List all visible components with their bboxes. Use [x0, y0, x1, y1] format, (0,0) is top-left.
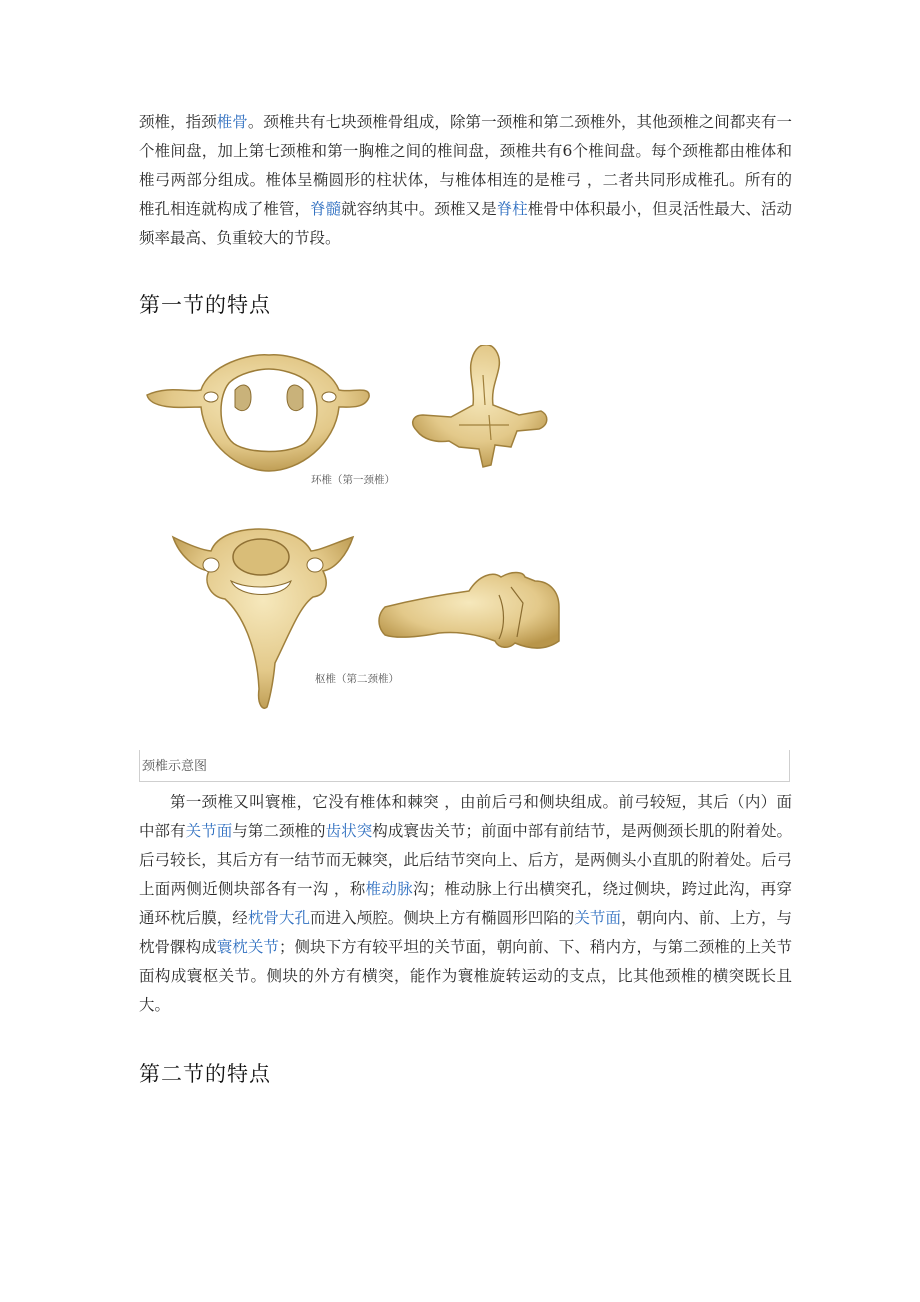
atlas-text-6: ，朝向内、前、上方，与枕骨髁构成	[139, 909, 792, 956]
link-foramen-magnum[interactable]: 枕骨大孔	[247, 909, 311, 927]
link-articular-surface-2[interactable]: 关节面	[574, 909, 622, 927]
article	[139, 108, 792, 1088]
atlas-top-view	[147, 355, 369, 471]
atlas-text-5: 而进入颅腔。侧块上方有椭圆形凹陷的	[310, 909, 575, 927]
link-vertebral-artery[interactable]: 椎动脉	[365, 880, 413, 898]
axis-side-view	[379, 573, 559, 649]
vertebra-figure	[139, 345, 792, 750]
atlas-text-3: 构成寰齿关节；前面中部有前结节，是两侧颈长肌的附着处。后弓较长，其后方有一结节而无棘突，此后结节突向上、后方，是两侧头小直肌的附着处。后弓上面两侧近侧块部各有一沟 ，称	[139, 822, 792, 898]
atlas-text-4: 沟；椎动脉上行出横突孔，绕过侧块，跨过此沟，再穿通环枕后膜，经	[139, 880, 792, 927]
intro-paragraph	[139, 108, 792, 253]
section-title-2: 第二节的特点	[139, 1062, 271, 1086]
link-spinal-cord[interactable]: 脊髓	[310, 200, 342, 218]
atlas-text-7: ；侧块下方有较平坦的关节面，朝向前、下、稍内方，与第二颈椎的上关节面构成寰枢关节。侧块的外方有横突，能作为寰椎旋转运动的支点，比其他颈椎的横突既长且大。	[139, 938, 792, 1014]
link-spine[interactable]: 脊柱	[496, 200, 528, 218]
intro-text-2: 。颈椎共有七块颈椎骨组成，除第一颈椎和第二颈椎外，其他颈椎之间都夹有一个椎间盘，加上第七颈椎和第一胸椎之间的椎间盘，颈椎共有6个椎间盘。每个颈椎都由椎体和椎弓两部分组成。椎体呈椭圆形的柱状体，与椎体相连的是椎弓 ，二者共同形成椎孔。所有的椎孔相连就构成了椎管，	[139, 113, 792, 218]
link-dens[interactable]: 齿状突	[325, 822, 373, 840]
atlas-posterior-view	[413, 345, 547, 467]
section-title-1: 第一节的特点	[139, 293, 271, 317]
figure-caption: 颈椎示意图	[139, 750, 790, 782]
intro-text-4: 椎骨中体积最小，但灵活性最大、活动频率最高、负重较大的节段。	[139, 200, 792, 247]
atlas-text-1: 第一颈椎又叫寰椎，它没有椎体和棘突 ，由前后弓和侧块组成。前弓较短，其后（内）面中部有	[139, 793, 792, 840]
axis-label: 枢椎（第二颈椎）	[315, 673, 399, 685]
atlas-paragraph	[139, 788, 792, 1020]
intro-text-1: 颈椎，指颈	[139, 113, 217, 131]
vertebra-illustration	[139, 345, 792, 750]
atlas-label: 环椎（第一颈椎）	[311, 474, 395, 486]
atlas-text-2: 与第二颈椎的	[232, 822, 326, 840]
link-articular-surface[interactable]: 关节面	[185, 822, 233, 840]
intro-text-3: 就容纳其中。颈椎又是	[341, 200, 497, 218]
link-vertebra[interactable]: 椎骨	[216, 113, 248, 131]
link-atlanto-occipital-joint[interactable]: 寰枕关节	[216, 938, 279, 956]
